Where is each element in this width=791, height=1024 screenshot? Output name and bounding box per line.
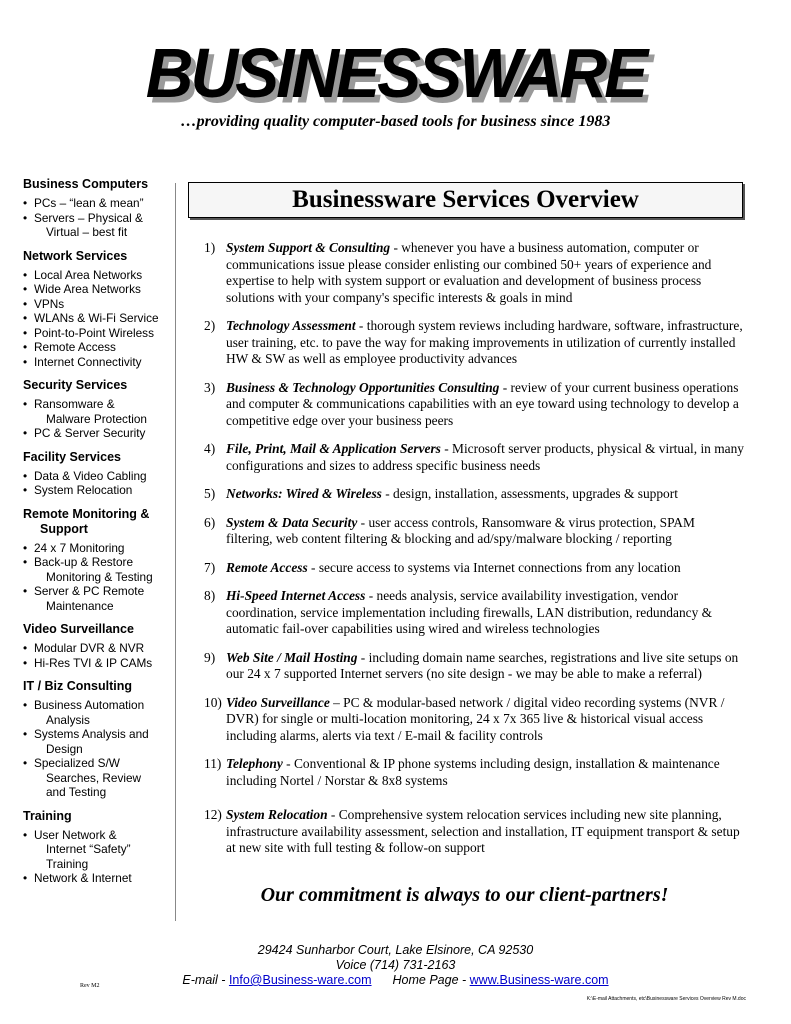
service-number: 9) bbox=[204, 649, 216, 665]
sidebar-section bbox=[23, 809, 173, 886]
service-item bbox=[204, 695, 744, 745]
service-description: - review of your current business operations and computer & communications capabilities with an eye toward using technology to develop a competitive edge over your business peers bbox=[226, 379, 739, 428]
sidebar-item: • System Relocation bbox=[23, 483, 173, 498]
sidebar-item: • Point-to-Point Wireless bbox=[23, 326, 173, 341]
service-number: 4) bbox=[204, 441, 216, 456]
sidebar-section bbox=[23, 249, 173, 370]
page-title: Businessware Services Overview bbox=[188, 182, 743, 218]
address: 29424 Sunharbor Court, Lake Elsinore, CA 92530 bbox=[257, 943, 534, 957]
sidebar-heading: Remote Monitoring & Support bbox=[23, 506, 150, 536]
service-item bbox=[204, 807, 744, 857]
service-description: - user access controls, Ransomware & virus protection, SPAM filtering, web content filtering & blocking and ad/spy/malware blocking / reporting bbox=[226, 514, 695, 546]
sidebar-heading: Business Computers bbox=[23, 177, 149, 191]
sidebar-item: • Back-up & Restore Monitoring & Testing bbox=[23, 555, 173, 584]
contact-footer bbox=[0, 943, 791, 988]
web-contacts bbox=[0, 973, 791, 988]
home-page-link[interactable]: www.Business-ware.com bbox=[469, 973, 609, 987]
service-item bbox=[204, 515, 744, 548]
service-name: Networks: Wired & Wireless bbox=[226, 486, 382, 501]
service-item bbox=[204, 240, 744, 306]
service-number: 12) bbox=[204, 807, 222, 822]
sidebar-divider bbox=[175, 183, 176, 921]
service-item bbox=[204, 318, 744, 368]
service-name: Hi-Speed Internet Access bbox=[226, 588, 366, 603]
sidebar-section bbox=[23, 177, 173, 240]
email-link[interactable]: Info@Business-ware.com bbox=[228, 973, 372, 987]
service-item bbox=[204, 560, 744, 577]
service-description: - Conventional & IP phone systems including design, installation & maintenance including Nortel / Norstar & 8x8 systems bbox=[226, 756, 720, 788]
sidebar-item: • PC & Server Security bbox=[23, 426, 173, 441]
sidebar-heading: Video Surveillance bbox=[23, 622, 134, 636]
service-number: 6) bbox=[204, 514, 216, 530]
service-item bbox=[204, 380, 744, 430]
service-item bbox=[204, 588, 744, 638]
sidebar-heading: Training bbox=[23, 808, 72, 823]
service-name: Remote Access bbox=[226, 559, 308, 575]
service-item bbox=[204, 756, 744, 789]
email-label: E-mail - bbox=[182, 973, 229, 987]
service-number: 3) bbox=[204, 379, 216, 395]
service-description: - secure access to systems via Internet connections from any location bbox=[307, 559, 681, 575]
service-description: - whenever you have a business automation, computer or communications issue please consider enlisting our combined 50+ years of experience and expertise to help with system support or evaluation and development of business process solutions with your company's specific interests & goals in mind bbox=[226, 240, 712, 305]
voice-phone: Voice (714) 731-2163 bbox=[335, 958, 456, 972]
service-name: System Relocation bbox=[226, 807, 328, 822]
sidebar-item: • Hi-Res TVI & IP CAMs bbox=[23, 656, 173, 671]
sidebar-item: • VPNs bbox=[23, 297, 173, 312]
service-name: Video Surveillance bbox=[226, 694, 330, 710]
service-number: 1) bbox=[204, 240, 216, 255]
sidebar-item: • Systems Analysis and Design bbox=[23, 727, 173, 756]
sidebar-item: • Modular DVR & NVR bbox=[23, 641, 173, 656]
sidebar-item: • PCs – “lean & mean” bbox=[23, 196, 173, 211]
service-description: - including domain name searches, registrations and live site setups on our 24 x 7 supported Internet servers (no site design - we may be able to make a referral) bbox=[226, 649, 739, 681]
service-number: 5) bbox=[204, 486, 216, 501]
service-name: Telephony bbox=[226, 756, 283, 771]
file-path: K:\E-mail Attachments, etc\Businessware Services Overview Rev M.doc bbox=[586, 996, 746, 1002]
home-label: Home Page - bbox=[392, 973, 470, 987]
service-name: File, Print, Mail & Application Servers bbox=[226, 441, 441, 456]
service-item bbox=[204, 441, 744, 474]
sidebar-section bbox=[23, 622, 173, 670]
service-number: 11) bbox=[204, 756, 222, 771]
sidebar-heading: Network Services bbox=[23, 248, 128, 263]
sidebar-item: • Network & Internet bbox=[23, 871, 173, 886]
service-item bbox=[204, 650, 744, 683]
sidebar-item: • Internet Connectivity bbox=[23, 355, 173, 370]
sidebar-section bbox=[23, 450, 173, 498]
service-number: 7) bbox=[204, 559, 216, 575]
service-name: Technology Assessment bbox=[226, 318, 356, 333]
sidebar-item: • Server & PC Remote Maintenance bbox=[23, 584, 173, 613]
service-name: System Support & Consulting bbox=[226, 240, 391, 255]
service-number: 10) bbox=[204, 694, 222, 710]
sidebar-item: • Business Automation Analysis bbox=[23, 698, 173, 727]
sidebar-item: • Remote Access bbox=[23, 340, 173, 355]
sidebar-section bbox=[23, 679, 173, 800]
service-description: - thorough system reviews including hardware, software, infrastructure, user training, etc. to pave the way for making improvements in utilization of currently installed HW & SW as well as employee productivity advances bbox=[226, 318, 743, 366]
sidebar-section bbox=[23, 507, 173, 614]
services-list bbox=[204, 240, 744, 857]
sidebar-item: • Servers – Physical & Virtual – best fit bbox=[23, 211, 173, 240]
sidebar-section bbox=[23, 378, 173, 441]
service-description: - needs analysis, service availability investigation, vendor coordination, service implementation including firewalls, LAN distribution, redundancy & automatic fail-over capabilities using wired and wireless technologies bbox=[226, 588, 713, 636]
service-number: 2) bbox=[204, 318, 216, 333]
commitment-statement: Our commitment is always to our client-partners! bbox=[260, 884, 669, 906]
sidebar-item: • User Network & Internet “Safety” Training bbox=[23, 828, 173, 872]
sidebar-item: • Local Area Networks bbox=[23, 268, 173, 283]
sidebar-item: • 24 x 7 Monitoring bbox=[23, 541, 173, 556]
service-description: - Microsoft server products, physical & virtual, in many configurations and sizes to address specific business needs bbox=[226, 441, 744, 473]
service-description: - Comprehensive system relocation services including new site planning, infrastructure availability assessment, selection and installation, IT equipment transport & setup at new site with full testing & follow-on support bbox=[226, 807, 740, 855]
sidebar-item: • Wide Area Networks bbox=[23, 282, 173, 297]
tagline: …providing quality computer-based tools for business since 1983 bbox=[180, 113, 611, 130]
sidebar-heading: Security Services bbox=[23, 378, 128, 392]
service-name: Business & Technology Opportunities Consulting bbox=[226, 379, 500, 395]
service-name: System & Data Security bbox=[226, 514, 358, 530]
service-description: – PC & modular-based network / digital video recording systems (NVR / DVR) for single or multi-location monitoring, 24 x 7x 365 live & historical visual access including alarms, alerts via text / E-mail & facility controls bbox=[226, 694, 725, 743]
services-sidebar bbox=[23, 177, 173, 895]
service-name: Web Site / Mail Hosting bbox=[226, 649, 358, 665]
sidebar-heading: Facility Services bbox=[23, 449, 121, 464]
sidebar-item: • WLANs & Wi-Fi Service bbox=[23, 311, 173, 326]
sidebar-item: • Data & Video Cabling bbox=[23, 469, 173, 484]
service-number: 8) bbox=[204, 588, 216, 603]
service-description: - design, installation, assessments, upgrades & support bbox=[381, 486, 678, 501]
revision-label: Rev M2 bbox=[80, 983, 100, 989]
sidebar-heading: IT / Biz Consulting bbox=[23, 679, 133, 693]
company-logo: BUSINESSWARE bbox=[145, 34, 646, 112]
sidebar-item: • Ransomware & Malware Protection bbox=[23, 397, 173, 426]
sidebar-item: • Specialized S/W Searches, Review and Testing bbox=[23, 756, 173, 800]
service-item bbox=[204, 486, 744, 503]
